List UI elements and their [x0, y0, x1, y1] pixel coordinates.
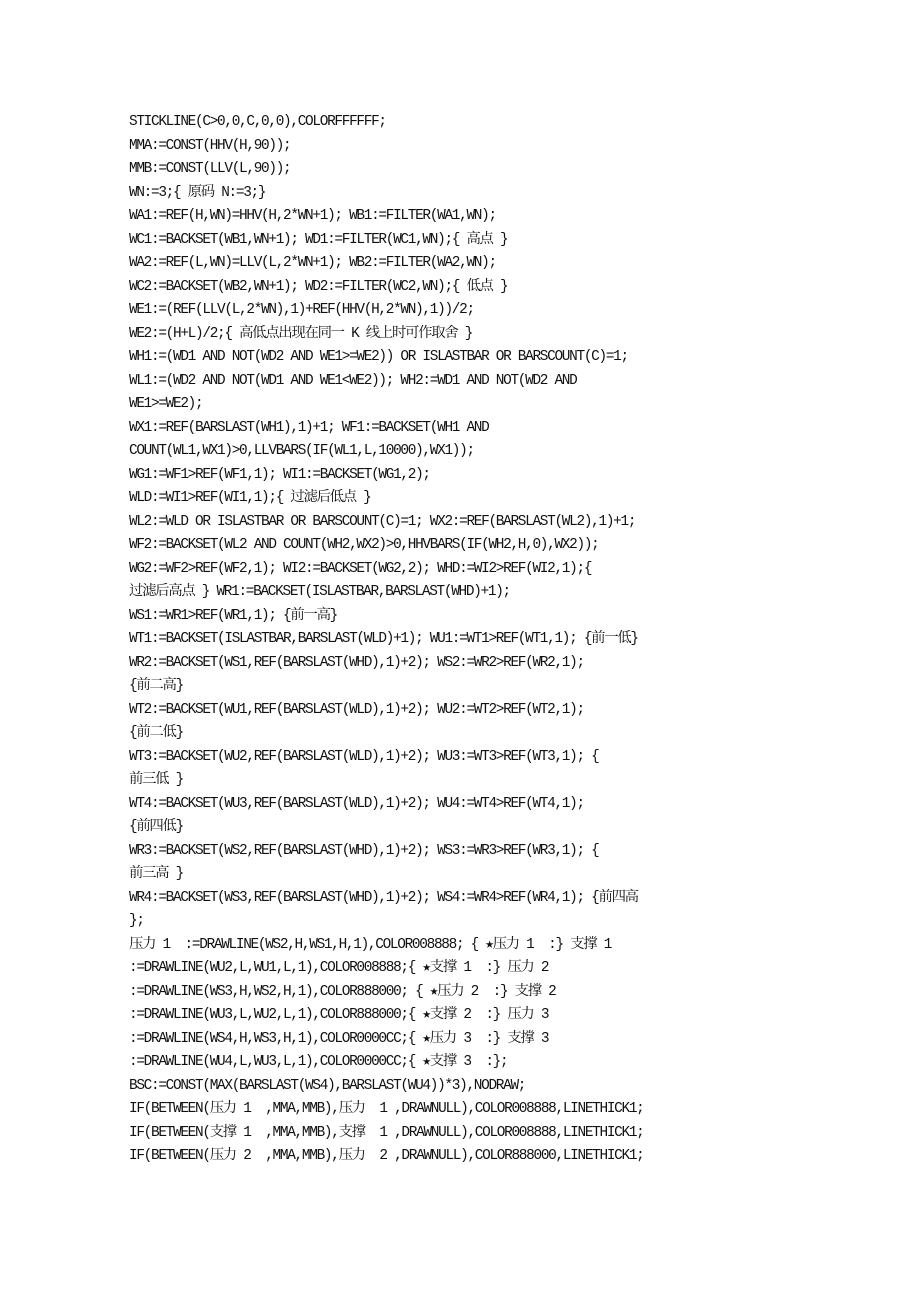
code-line: WE2:=(H+L)/2;{ 高低点出现在同一 K 线上时可作取舍 }: [129, 325, 473, 342]
code-line: 压力 1 :=DRAWLINE(WS2,H,WS1,H,1),COLOR008888; { ★压力 1 :} 支撑 1: [129, 936, 612, 953]
code-line: 前三高 }: [129, 866, 183, 882]
code-line: IF(BETWEEN(压力 2 ,MMA,MMB),压力 2 ,DRAWNULL),COLOR888000,LINETHICK1;: [129, 1148, 644, 1164]
code-line: {前二低}: [129, 725, 183, 741]
code-line: WC1:=BACKSET(WB1,WN+1); WD1:=FILTER(WC1,WN);{ 高点 }: [129, 231, 508, 248]
code-line: WR4:=BACKSET(WS3,REF(BARSLAST(WHD),1)+2); WS4:=WR4>REF(WR4,1); {前四高: [129, 889, 638, 906]
code-line: :=DRAWLINE(WU4,L,WU3,L,1),COLOR0000CC;{ ★支撑 3 :};: [129, 1054, 508, 1070]
code-line: COUNT(WL1,WX1)>0,LLVBARS(IF(WL1,L,10000),WX1));: [129, 443, 474, 459]
code-line: STICKLINE(C>0,0,C,0,0),COLORFFFFFF;: [129, 114, 386, 130]
code-line: WR3:=BACKSET(WS2,REF(BARSLAST(WHD),1)+2); WS3:=WR3>REF(WR3,1); {: [129, 842, 599, 859]
code-line: :=DRAWLINE(WS3,H,WS2,H,1),COLOR888000; { ★压力 2 :} 支撑 2: [129, 983, 556, 1000]
code-line: WF2:=BACKSET(WL2 AND COUNT(WH2,WX2)>0,HHVBARS(IF(WH2,H,0),WX2));: [129, 537, 599, 553]
code-line: WS1:=WR1>REF(WR1,1); {前一高}: [129, 607, 337, 624]
code-line: WE1:=(REF(LLV(L,2*WN),1)+REF(HHV(H,2*WN),1))/2;: [129, 302, 474, 318]
code-line: 过滤后高点 } WR1:=BACKSET(ISLASTBAR,BARSLAST(WHD)+1);: [129, 584, 510, 600]
code-line: {前二高}: [129, 678, 183, 694]
code-line: WX1:=REF(BARSLAST(WH1),1)+1; WF1:=BACKSET(WH1 AND: [129, 419, 489, 436]
code-line: WC2:=BACKSET(WB2,WN+1); WD2:=FILTER(WC2,WN);{ 低点 }: [129, 278, 508, 295]
code-line: WL1:=(WD2 AND NOT(WD1 AND WE1<WE2)); WH2:=WD1 AND NOT(WD2 AND: [129, 372, 577, 389]
code-line: MMA:=CONST(HHV(H,90));: [129, 137, 291, 154]
code-line: WH1:=(WD1 AND NOT(WD2 AND WE1>=WE2)) OR ISLASTBAR OR BARSCOUNT(C)=1;: [129, 349, 628, 365]
code-line: :=DRAWLINE(WS4,H,WS3,H,1),COLOR0000CC;{ ★压力 3 :} 支撑 3: [129, 1030, 549, 1047]
code-line: WA2:=REF(L,WN)=LLV(L,2*WN+1); WB2:=FILTER(WA2,WN);: [129, 255, 496, 271]
code-line: [129, 1169, 789, 1193]
code-line: WLD:=WI1>REF(WI1,1);{ 过滤后低点 }: [129, 490, 371, 506]
code-line: IF(BETWEEN(压力 1 ,MMA,MMB),压力 1 ,DRAWNULL),COLOR008888,LINETHICK1;: [129, 1101, 644, 1117]
code-line: {前四低}: [129, 819, 183, 835]
code-line: IF(BETWEEN(支撑 1 ,MMA,MMB),支撑 1 ,DRAWNULL),COLOR008888,LINETHICK1;: [129, 1124, 644, 1141]
code-line: :=DRAWLINE(WU2,L,WU1,L,1),COLOR008888;{ ★支撑 1 :} 压力 2: [129, 960, 549, 976]
code-line: WL2:=WLD OR ISLASTBAR OR BARSCOUNT(C)=1; WX2:=REF(BARSLAST(WL2),1)+1;: [129, 513, 636, 530]
code-line: :=DRAWLINE(WU3,L,WU2,L,1),COLOR888000;{ ★支撑 2 :} 压力 3: [129, 1007, 549, 1023]
code-line: WT4:=BACKSET(WU3,REF(BARSLAST(WLD),1)+2); WU4:=WT4>REF(WT4,1);: [129, 795, 584, 812]
code-line: MMB:=CONST(LLV(L,90));: [129, 161, 291, 177]
code-line: BSC:=CONST(MAX(BARSLAST(WS4),BARSLAST(WU4))*3),NODRAW;: [129, 1077, 526, 1094]
code-line: WA1:=REF(H,WN)=HHV(H,2*WN+1); WB1:=FILTER(WA1,WN);: [129, 208, 496, 224]
code-line: WT2:=BACKSET(WU1,REF(BARSLAST(WLD),1)+2); WU2:=WT2>REF(WT2,1);: [129, 701, 584, 718]
code-line: WN:=3;{ 原码 N:=3;}: [129, 184, 266, 201]
code-line: WT3:=BACKSET(WU2,REF(BARSLAST(WLD),1)+2); WU3:=WT3>REF(WT3,1); {: [129, 748, 599, 765]
code-line: WG1:=WF1>REF(WF1,1); WI1:=BACKSET(WG1,2);: [129, 466, 430, 483]
code-line: 前三低 }: [129, 772, 183, 788]
code-line: WG2:=WF2>REF(WF2,1); WI2:=BACKSET(WG2,2); WHD:=WI2>REF(WI2,1);{: [129, 560, 592, 577]
code-line: };: [129, 913, 144, 929]
code-line: WT1:=BACKSET(ISLASTBAR,BARSLAST(WLD)+1); WU1:=WT1>REF(WT1,1); {前一低}: [129, 631, 638, 647]
code-line: WE1>=WE2);: [129, 396, 203, 412]
code-line: WR2:=BACKSET(WS1,REF(BARSLAST(WHD),1)+2); WS2:=WR2>REF(WR2,1);: [129, 654, 584, 671]
formula-code-block: [129, 111, 789, 1192]
